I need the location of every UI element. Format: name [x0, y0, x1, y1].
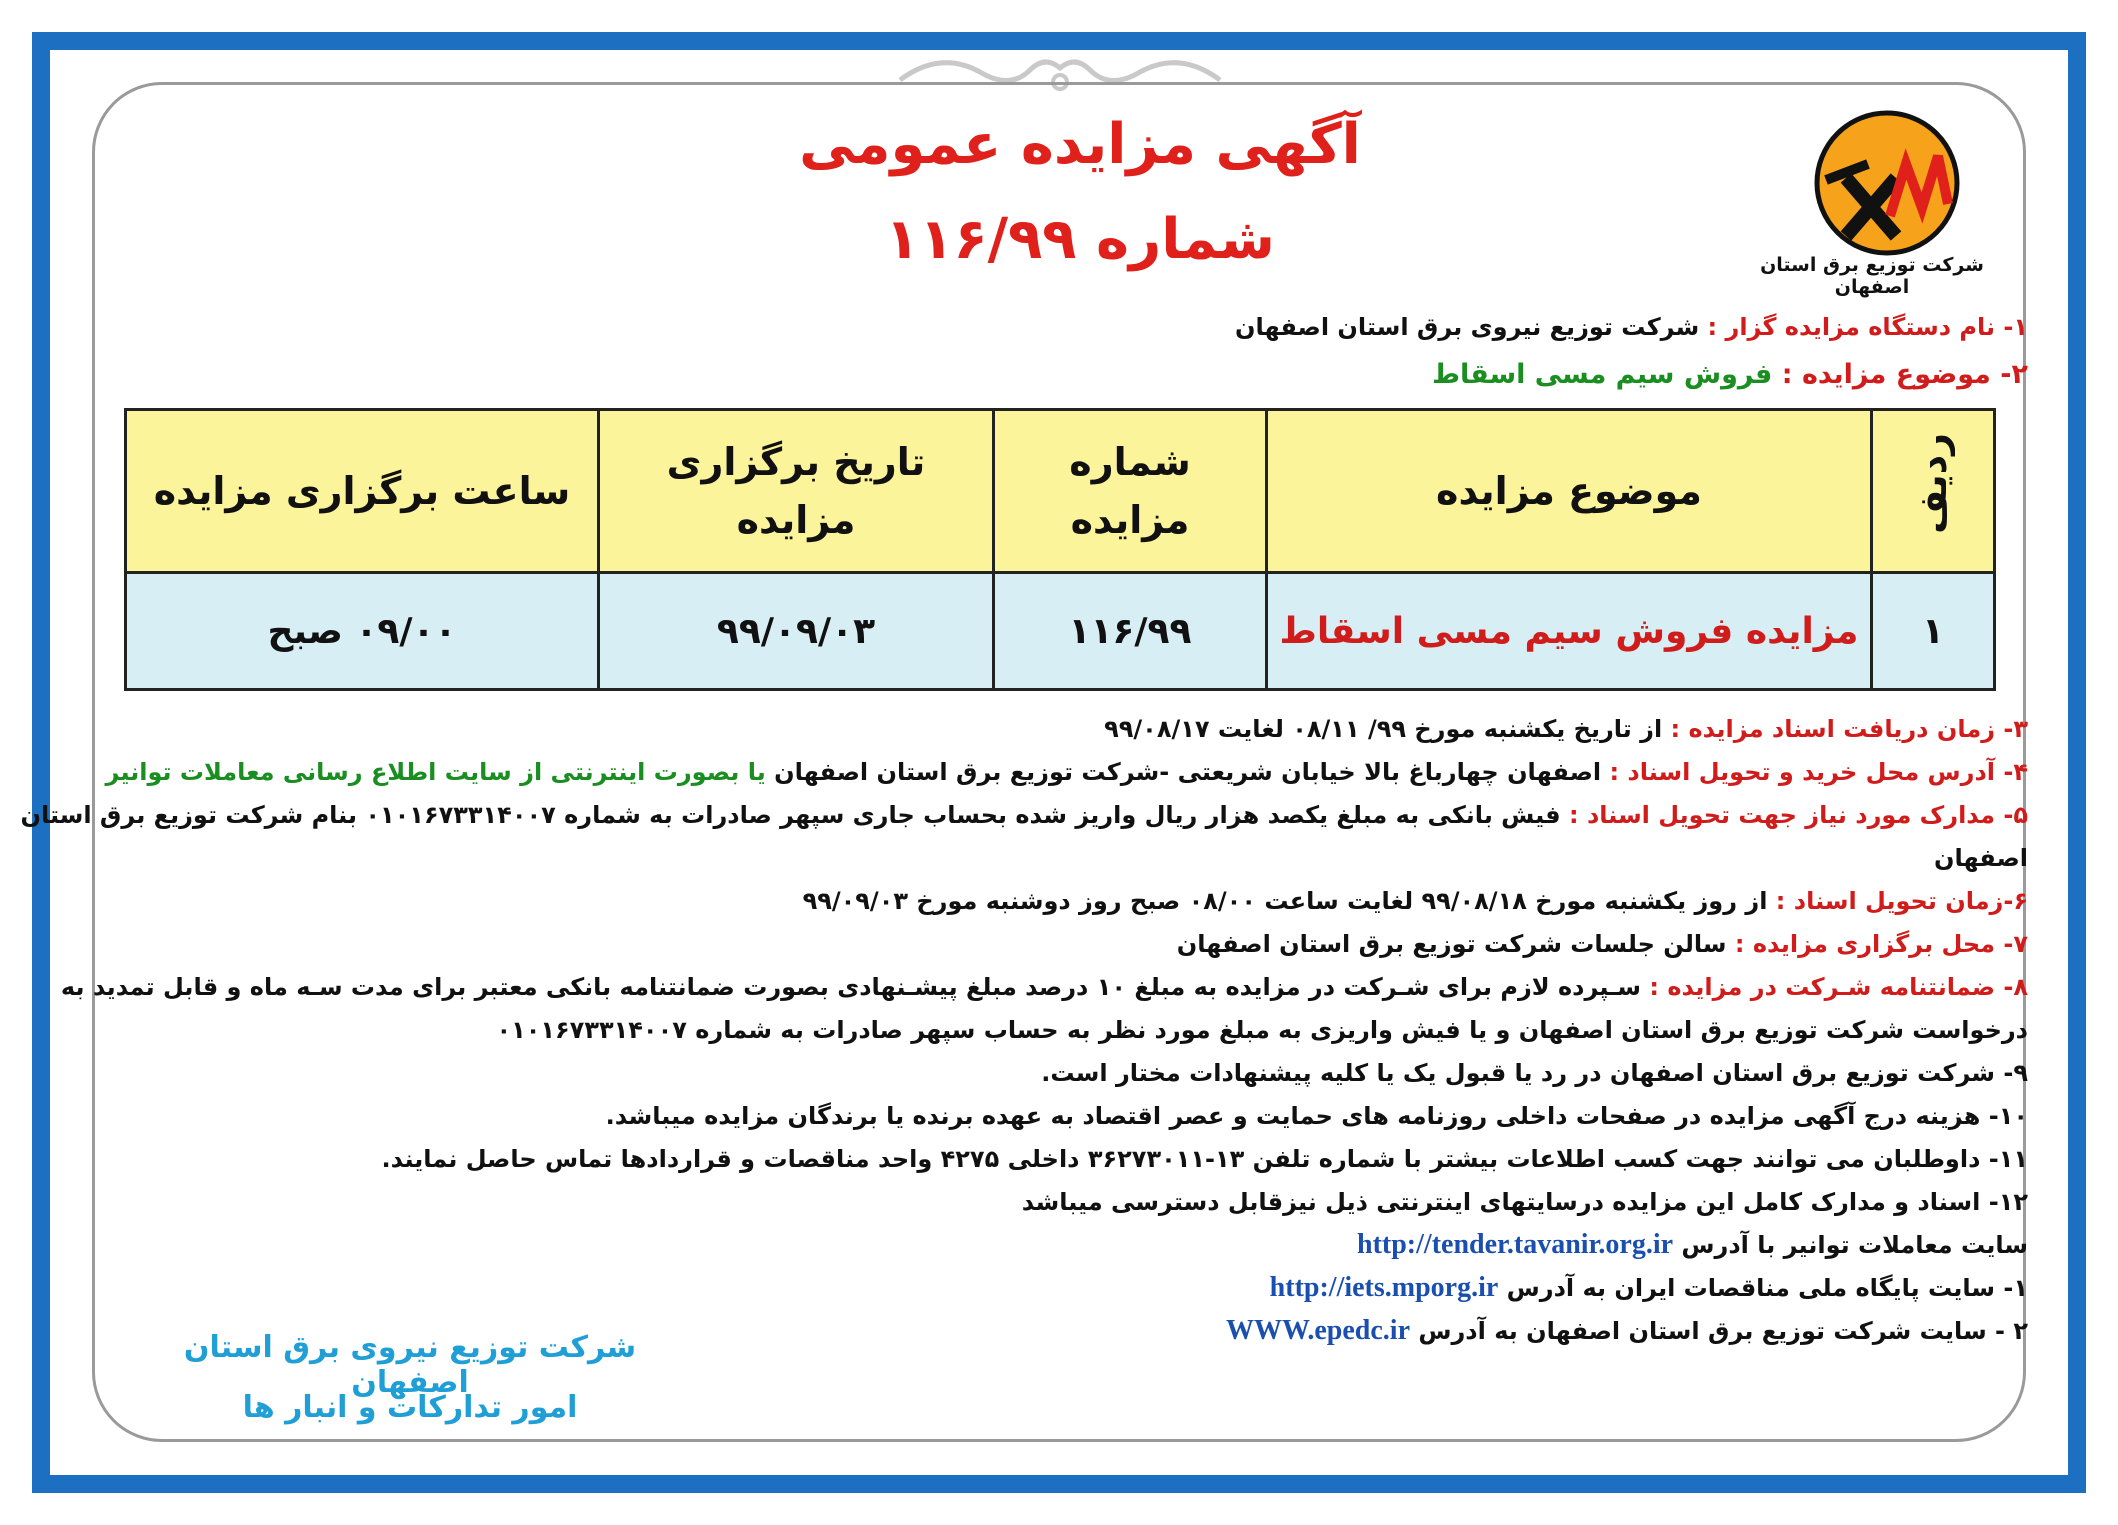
item-2-label: ۲- موضوع مزایده : — [1781, 359, 2028, 390]
cell-subject: مزایده فروش سیم مسی اسقاط — [1267, 573, 1872, 690]
company-name-small: شرکت توزیع برق استان اصفهان — [1760, 254, 1984, 298]
table-header-row — [126, 410, 1995, 573]
cell-time: ۰۹/۰۰ صبح — [126, 573, 599, 690]
item-11: ۱۱- داوطلبان می توانند جهت کسب اطلاعات بیشتر با شماره تلفن ۱۳-۳۶۲۷۳۰۱۱ داخلی ۴۲۷۵ واحد مناقصات و قراردادها تماس حاصل نمایند. — [381, 1145, 2028, 1173]
item-5-continued: اصفهان — [1933, 844, 2028, 872]
auction-table — [124, 408, 1996, 691]
item-9: ۹- شرکت توزیع برق استان اصفهان در رد یا قبول یک یا کلیه پیشنهادات مختار است. — [1041, 1059, 2028, 1087]
item-2 — [1432, 358, 2028, 392]
auction-number-title: شماره ۱۱۶/۹۹ — [885, 207, 1275, 272]
item-6: ۶-زمان تحویل اسناد : از روز یکشنبه مورخ ۹۹/۰۸/۱۸ لغایت ساعت ۰۸/۰۰ صبح روز دوشنبه مورخ ۹۹/۰۹/۰۳ — [802, 887, 2028, 915]
site-epedc: ۲ - سایت شرکت توزیع برق استان اصفهان به آدرس WWW.epedc.ir — [1225, 1315, 2028, 1346]
site-iets-link[interactable]: http://iets.mporg.ir — [1269, 1272, 1499, 1303]
header-time: ساعت برگزاری مزایده — [126, 410, 599, 573]
site-iets: ۱- سایت پایگاه ملی مناقصات ایران به آدرس http://iets.mporg.ir — [1269, 1272, 2028, 1303]
item-8: ۸- ضمانتنامه شـرکت در مزایده : سـپرده لازم برای شـرکت در مزایده به مبلغ ۱۰ درصد مبلغ پیشـنهادی بصورت ضمانتنامه بانکی معتبر برای مدت سـه ماه و قابل تمدید به — [60, 973, 2028, 1001]
company-logo-icon — [1798, 108, 1976, 258]
site-epedc-link[interactable]: WWW.epedc.ir — [1225, 1315, 1411, 1346]
signature-department: امور تدارکات و انبار ها — [242, 1390, 578, 1425]
item-12: ۱۲- اسناد و مدارک کامل این مزایده درسایتهای اینترنتی ذیل نیزقابل دسترسی میباشد — [1021, 1188, 2028, 1216]
site-tavanir-link[interactable]: http://tender.tavanir.org.ir — [1357, 1229, 1674, 1260]
table-row — [126, 573, 1995, 690]
item-1-label: ۱- نام دستگاه مزایده گزار : — [1707, 313, 2028, 341]
item-4: ۴- آدرس محل خرید و تحویل اسناد : اصفهان چهارباغ بالا خیابان شریعتی -شرکت توزیع برق استان اصفهان یا بصورت اینترنتی از سایت اطلاع رسانی معاملات توانیر — [105, 758, 2028, 786]
header-subject: موضوع مزایده — [1267, 410, 1872, 573]
cell-number: ۱۱۶/۹۹ — [994, 573, 1267, 690]
site-tavanir: سایت معاملات توانیر با آدرس http://tender.tavanir.org.ir — [1357, 1229, 2028, 1260]
page-title: آگهی مزایده عمومی — [799, 112, 1361, 177]
item-1-value: شرکت توزیع نیروی برق استان اصفهان — [1235, 313, 1700, 341]
signature-company: شرکت توزیع نیروی برق استان اصفهان — [183, 1330, 637, 1400]
item-3: ۳- زمان دریافت اسناد مزایده : از تاریخ یکشنبه مورخ ۹۹/ ۰۸/۱۱ لغایت ۹۹/۰۸/۱۷ — [1104, 715, 2028, 743]
item-10: ۱۰- هزینه درج آگهی مزایده در صفحات داخلی روزنامه های حمایت و عصر اقتصاد به عهده برنده یا برندگان مزایده میباشد. — [605, 1102, 2028, 1130]
item-7: ۷- محل برگزاری مزایده : سالن جلسات شرکت توزیع برق استان اصفهان — [1176, 930, 2028, 958]
item-2-value: فروش سیم مسی اسقاط — [1431, 359, 1773, 390]
header-date: تاریخ برگزاری مزایده — [599, 410, 994, 573]
item-1 — [1235, 310, 2028, 344]
item-8-continued: درخواست شرکت توزیع برق استان اصفهان و یا فیش واریزی به مبلغ مورد نظر به حساب سپهر صادرات به شماره ۰۱۰۱۶۷۳۳۱۴۰۰۷ — [496, 1016, 2028, 1044]
cell-date: ۹۹/۰۹/۰۳ — [599, 573, 994, 690]
header-number: شماره مزایده — [994, 410, 1267, 573]
item-5: ۵- مدارک مورد نیاز جهت تحویل اسناد : فیش بانکی به مبلغ یکصد هزار ریال واریز شده بحساب جاری سپهر صادرات به شماره ۰۱۰۱۶۷۳۳۱۴۰۰۷ بنام شرکت توزیع برق استان — [20, 801, 2028, 829]
header-radif: ردیف — [1872, 410, 1995, 573]
cell-radif: ۱ — [1872, 573, 1995, 690]
